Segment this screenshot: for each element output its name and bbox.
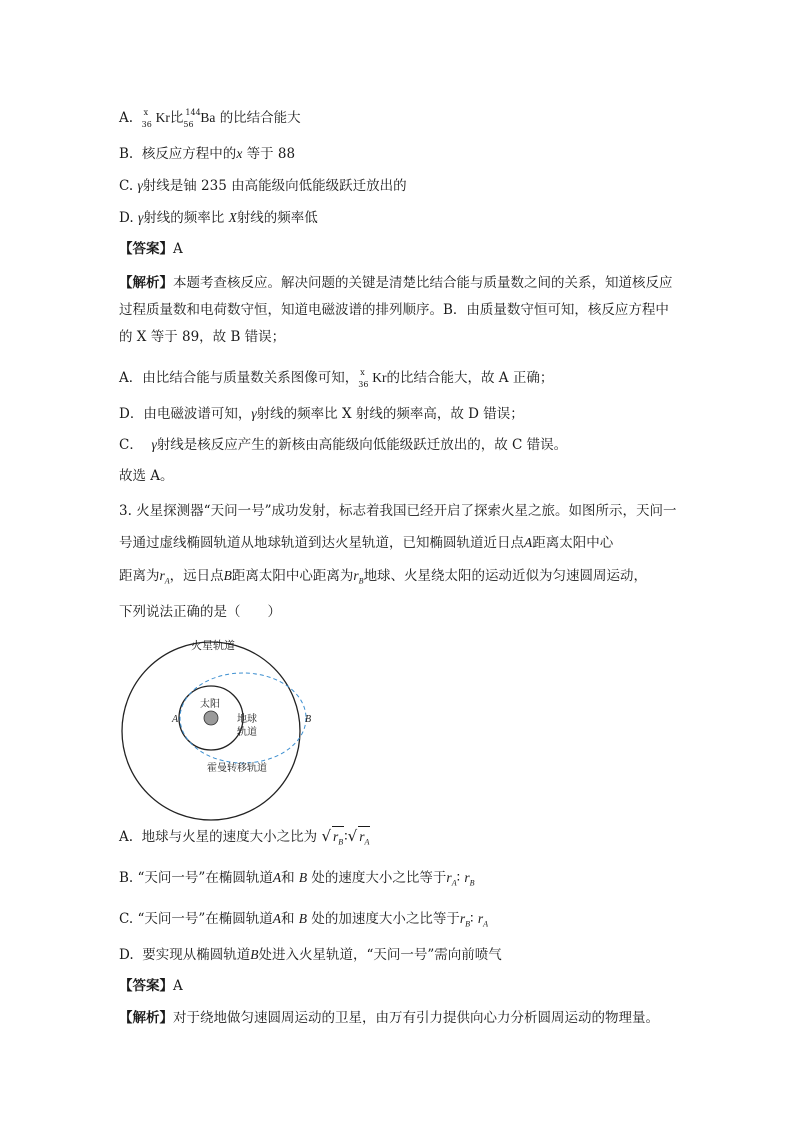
analysis-tag: 【解析】 — [119, 275, 173, 291]
point-a-ref: A — [524, 535, 533, 550]
gamma-symbol: γ — [137, 178, 143, 193]
option-label: A. — [119, 110, 134, 126]
variable: x — [236, 146, 243, 161]
option-text: 射线的频率比 — [143, 210, 225, 226]
option-label: B. — [119, 870, 134, 886]
q3-stem — [119, 496, 689, 559]
stem-text: 距离太阳中心 — [532, 535, 614, 551]
option-text: 处的加速度大小之比等于 — [311, 911, 460, 927]
q2-analysis-d — [119, 404, 524, 424]
option-text: 处进入火星轨道，“天问一号”需向前喷气 — [258, 947, 502, 963]
q2-analysis-c — [119, 435, 567, 455]
atomic-number: 36 — [358, 379, 369, 389]
sun-icon — [204, 711, 218, 725]
answer-tag: 【答案】 — [119, 978, 173, 994]
radius-var: r — [159, 568, 165, 583]
atomic-number: 36 — [141, 119, 152, 129]
q2-option-d — [119, 208, 318, 228]
radius-var: r — [464, 870, 470, 885]
radius-sub: B — [338, 837, 344, 847]
mars-orbit-label: 火星轨道 — [191, 639, 235, 652]
element-symbol: Ba — [200, 110, 216, 125]
variable: X — [228, 210, 237, 225]
mass-number: x — [143, 107, 149, 117]
analysis-text: D．由电磁波谱可知， — [119, 406, 252, 422]
option-label: C. — [119, 178, 134, 194]
radius-var: r — [446, 870, 452, 885]
option-text: 核反应方程中的 — [141, 146, 237, 162]
sqrt-radicand — [332, 826, 344, 853]
point-a-ref: A — [272, 911, 281, 926]
q2-option-a — [119, 108, 301, 129]
radius-sub: B — [469, 878, 475, 888]
radius-var: r — [477, 911, 484, 926]
q3-option-c — [119, 909, 488, 935]
radius-sub: B — [358, 576, 364, 586]
gamma-symbol: γ — [251, 406, 257, 421]
analysis-text: 对于绕地做匀速圆周运动的卫星，由万有引力提供向心力分析圆周运动的物理量。 — [173, 1010, 659, 1026]
atomic-number: 56 — [183, 119, 194, 129]
sqrt-icon: √ — [321, 827, 331, 845]
option-label: C. — [119, 911, 134, 927]
option-text: 射线是铀 235 由高能级向低能级跃迁放出的 — [142, 178, 407, 194]
q3-analysis — [119, 1008, 659, 1028]
stem-text: 3. 火星探测器“天问一号”成功发射，标志着我国已经开启了探索火星之旅。如图所示，天问一号通过虚线椭圆轨道从地球轨道到达火星轨道，已知椭圆轨道近日点 — [119, 503, 677, 551]
nuclide-kr — [142, 109, 156, 129]
q3-option-d — [119, 945, 502, 965]
ratio-colon: ∶ — [344, 829, 348, 845]
option-label: D. — [119, 210, 134, 226]
analysis-text: 的比结合能大，故 A 正确； — [386, 370, 554, 386]
element-symbol: Kr — [372, 370, 387, 385]
gamma-symbol: γ — [151, 437, 157, 452]
option-label: D. — [119, 947, 134, 963]
answer-value: A — [173, 241, 183, 257]
q3-answer — [119, 976, 183, 996]
ratio-colon: ∶ — [456, 870, 461, 886]
option-text: 要实现从椭圆轨道 — [142, 947, 251, 963]
sun-label: 太阳 — [200, 699, 220, 710]
option-text: 射线的频率低 — [236, 210, 318, 226]
answer-value: A — [173, 978, 183, 994]
q2-answer — [119, 239, 183, 259]
earth-orbit-label-2: 轨道 — [237, 727, 257, 738]
analysis-text: C． — [119, 437, 143, 453]
option-text: 地球与火星的速度大小之比为 — [141, 829, 318, 845]
analysis-text: 射线的频率比 X 射线的频率高，故 D 错误； — [256, 406, 524, 422]
analysis-text: A．由比结合能与质量数关系图像可知， — [119, 370, 359, 386]
option-text: “天问一号”在椭圆轨道 — [137, 911, 273, 927]
q3-option-a — [119, 826, 370, 853]
stem-text: 距离为 — [119, 568, 160, 584]
radius-var: r — [359, 829, 365, 844]
analysis-text: 本题考查核反应。解决问题的关键是清楚比结合能与质量数之间的关系，知道核反应过程质量数和电荷数守恒，知道电磁波谱的排列顺序。B．由质量数守恒可知，核反应方程中的 X 等于 89，故 B 错误； — [119, 275, 673, 345]
option-text: 处的速度大小之比等于 — [311, 870, 447, 886]
option-text: 比 — [169, 110, 184, 126]
radius-sub: A — [364, 837, 370, 847]
point-a-label: A — [172, 714, 179, 725]
radius-var: r — [333, 829, 339, 844]
mass-number: x — [360, 367, 365, 377]
radius-sub: A — [451, 878, 457, 888]
q2-conclusion: 故选 A。 — [119, 468, 174, 484]
stem-text: 地球、火星绕太阳的运动近似为匀速圆周运动， — [363, 568, 648, 584]
point-a-ref: A — [272, 870, 282, 885]
element-symbol: Kr — [155, 110, 170, 125]
q2-option-b — [119, 144, 295, 164]
option-text: 的比结合能大 — [219, 110, 301, 126]
point-b-ref: B — [298, 911, 308, 926]
hohmann-label: 霍曼转移轨道 — [207, 763, 267, 774]
point-b-label: B — [305, 714, 312, 725]
radius-var: r — [353, 568, 359, 583]
nuclide-kr — [358, 369, 372, 389]
radius-sub: B — [465, 919, 470, 929]
point-b-ref: B — [223, 568, 232, 583]
radius-var: r — [459, 911, 466, 926]
point-b-ref: B — [250, 947, 259, 962]
mars-orbit-circle — [122, 642, 300, 820]
nuclide-ba — [183, 109, 200, 129]
q3-stem-line3 — [119, 566, 647, 592]
q2-analysis-a — [119, 368, 553, 389]
option-text: 和 — [281, 911, 295, 927]
analysis-tag: 【解析】 — [119, 1010, 173, 1026]
option-text: 等于 88 — [246, 146, 296, 162]
orbit-diagram — [119, 636, 319, 826]
sqrt-radicand — [358, 826, 370, 853]
mass-number: 144 — [185, 107, 201, 117]
option-label: A. — [119, 829, 134, 845]
option-text: “天问一号”在椭圆轨道 — [137, 870, 273, 886]
answer-tag: 【答案】 — [119, 241, 173, 257]
point-b-ref: B — [298, 870, 308, 885]
gamma-symbol: γ — [137, 210, 144, 225]
q2-option-c — [119, 176, 407, 196]
sqrt-icon: √ — [347, 827, 358, 845]
q2-analysis — [119, 270, 679, 351]
stem-text: ，远日点 — [169, 568, 224, 584]
q3-option-b — [119, 868, 475, 894]
analysis-text: 射线是核反应产生的新核由高能级向低能级跃迁放出的，故 C 错误。 — [156, 437, 568, 453]
ratio-colon: ∶ — [470, 911, 474, 927]
radius-sub: A — [483, 919, 488, 929]
earth-orbit-label-1: 地球 — [237, 714, 257, 725]
q3-question: 下列说法正确的是（ ） — [119, 604, 281, 620]
radius-sub: A — [164, 576, 170, 586]
option-text: 和 — [281, 870, 295, 886]
option-label: B. — [119, 146, 134, 162]
stem-text: 距离太阳中心距离为 — [231, 568, 354, 584]
